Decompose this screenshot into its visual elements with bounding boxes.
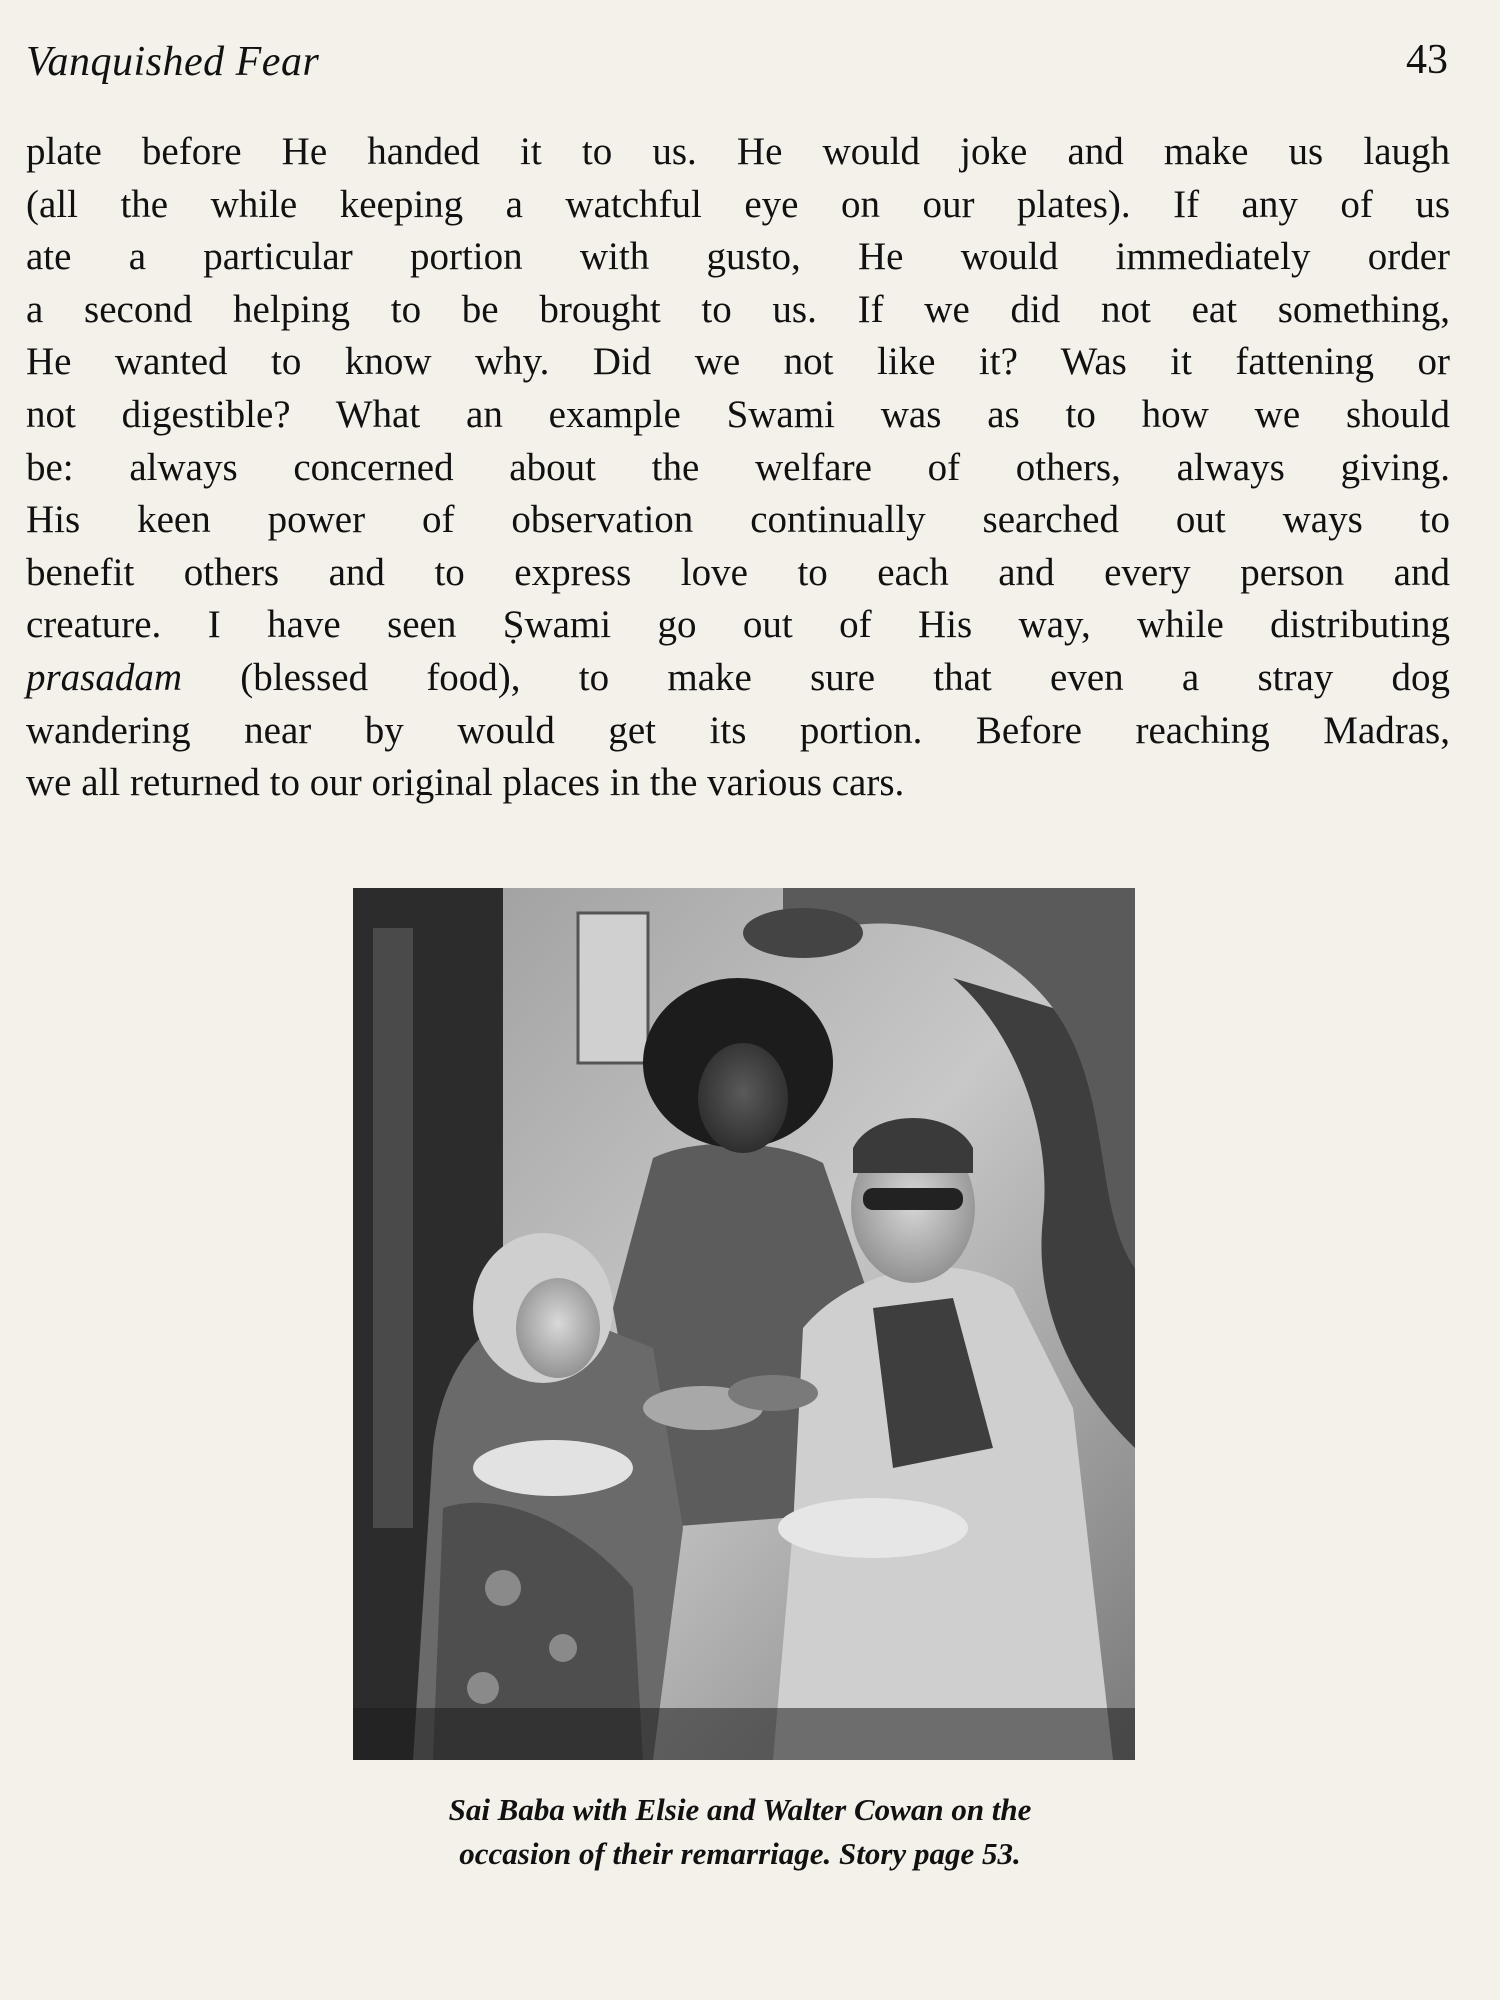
text-line: be: always concerned about the welfare of others, always giving. — [26, 445, 1450, 489]
photograph-illustration — [353, 888, 1135, 1760]
caption-line: occasion of their remarriage. Story page 53. — [459, 1836, 1021, 1871]
text-line: He wanted to know why. Did we not like it? Was it fattening or — [26, 340, 1450, 384]
photograph — [353, 888, 1135, 1760]
figure-caption — [290, 1788, 1190, 1876]
text-line-prasadam — [26, 652, 1450, 705]
page-number: 43 — [1406, 37, 1448, 83]
body-paragraph — [26, 126, 1450, 810]
text-line: plate before He handed it to us. He would joke and make us laugh — [26, 130, 1450, 173]
text-line: not digestible? What an example Swami was as to how we should — [26, 392, 1450, 436]
text-line-rest: (blessed food), to make sure that even a stray dog — [182, 655, 1450, 699]
text-line: a second helping to be brought to us. If we did not eat something, — [26, 287, 1450, 331]
italic-term: prasadam — [26, 655, 183, 699]
text-line: His keen power of observation continually searched out ways to — [26, 498, 1450, 542]
text-line: wandering near by would get its portion. Before reaching Madras, — [26, 708, 1450, 752]
text-line: ate a particular portion with gusto, He would immediately order — [26, 235, 1450, 279]
running-title: Vanquished Fear — [26, 39, 320, 85]
text-line: creature. I have seen Ṣwami go out of His way, while distributing — [26, 603, 1450, 647]
caption-line: Sai Baba with Elsie and Walter Cowan on the — [448, 1792, 1032, 1827]
text-line: (all the while keeping a watchful eye on our plates). If any of us — [26, 182, 1450, 226]
text-line: benefit others and to express love to each and every person and — [26, 550, 1450, 594]
text-line-last: we all returned to our original places in the various cars. — [26, 761, 905, 805]
